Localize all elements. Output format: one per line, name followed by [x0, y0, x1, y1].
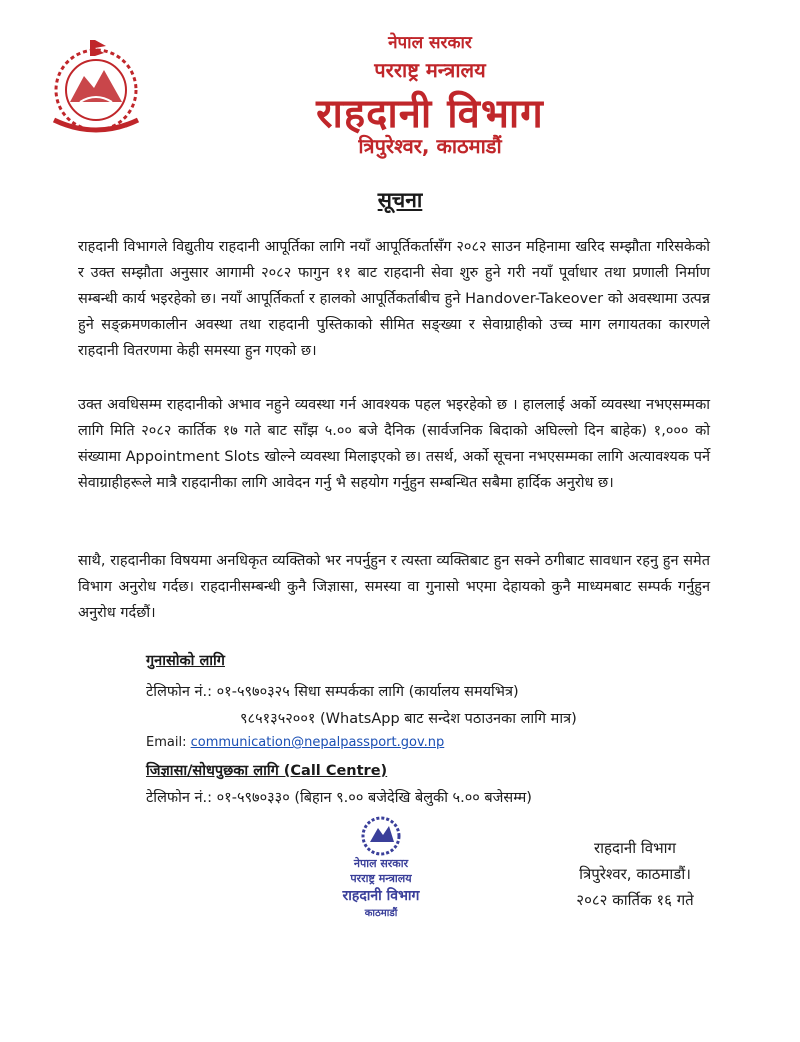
whatsapp-number: ९८५१३५२००१ (WhatsApp बाट सन्देश पठाउनका लागि मात्र)	[240, 711, 577, 727]
header-department: राहदानी विभाग	[316, 91, 544, 137]
paragraph-3: साथै, राहदानीका विषयमा अनधिकृत व्यक्तिको भर नपर्नुहुन र त्यस्ता व्यक्तिबाट हुन सक्ने ठगीबाट सावधान रहनु हुन समेत विभाग अनुरोध गर्दछ। राहदानीसम्बन्धी कुनै जिज्ञासा, समस्या वा गुनासो भएमा देहायको कुनै माध्यमबाट सम्पर्क गर्नुहुन अनुरोध गर्दछौं।	[78, 553, 710, 621]
seal-line-4: काठमाडौं	[364, 908, 398, 919]
seal-line-1: नेपाल सरकार	[353, 857, 409, 870]
call-centre-phone: टेलिफोन नं.: ०१-५९७०३३० (बिहान ९.०० बजेदेखि बेलुकी ५.०० बजेसम्म)	[146, 790, 532, 806]
header-government: नेपाल सरकार	[388, 33, 472, 53]
seal-line-3: राहदानी विभाग	[342, 888, 420, 904]
email-link[interactable]: communication@nepalpassport.gov.np	[190, 735, 445, 750]
email-label: Email:	[146, 735, 187, 750]
complaint-phone: टेलिफोन नं.: ०१-५९७०३२५ सिधा सम्पर्कका लागि (कार्यालय समयभित्र)	[146, 684, 519, 700]
header-ministry: परराष्ट्र मन्त्रालय	[374, 58, 486, 82]
signature-date: २०८२ कार्तिक १६ गते	[576, 891, 694, 909]
signature-department: राहदानी विभाग	[594, 839, 676, 857]
email-line	[146, 735, 444, 750]
seal-line-2: परराष्ट्र मन्त्रालय	[350, 872, 412, 885]
paragraph-2: उक्त अवधिसम्म राहदानीको अभाव नहुने व्यवस्था गर्न आवश्यक पहल भइरहेको छ । हाललाई अर्को व्यवस्था नभएसम्मका लागि मिति २०८२ कार्तिक १७ गते बाट साँझ ५.०० बजे दैनिक (सार्वजनिक बिदाको अघिल्लो दिन बाहेक) १,००० को संख्यामा Appointment Slots खोल्ने व्यवस्था मिलाइएको छ। तसर्थ, अर्को सूचना नभएसम्मका लागि अत्यावश्यक पर्ने सेवाग्राहीहरूले मात्रै राहदानीका लागि आवेदन गर्नु भै सहयोग गर्नुहुन सम्बन्धित सबैमा हार्दिक अनुरोध छ।	[78, 397, 710, 491]
official-seal	[326, 812, 436, 922]
header-address: त्रिपुरेश्वर, काठमाडौं	[358, 134, 502, 158]
paragraph-1: राहदानी विभागले विद्युतीय राहदानी आपूर्तिका लागि नयाँ आपूर्तिकर्तासँग २०८२ साउन महिनामा खरिद सम्झौता गरिसकेको र उक्त सम्झौता अनुसार आगामी २०८२ फागुन ११ बाट राहदानी सेवा शुरु हुने गरी नयाँ पूर्वाधार तथा प्रणाली निर्माण सम्बन्धी कार्य भइरहेको छ। नयाँ आपूर्तिकर्ता र हालको आपूर्तिकर्ताबीच हुने Handover-Takeover को अवस्थामा उत्पन्न हुने सङ्क्रमणकालीन अवस्था तथा राहदानी पुस्तिकाको सीमित सङ्ख्या र सेवाग्राहीको उच्च माग लगायतका कारणले राहदानी वितरणमा केही समस्या हुन गएको छ।	[78, 239, 710, 359]
inquiry-heading: जिज्ञासा/सोधपुछका लागि (Call Centre)	[146, 763, 388, 779]
complaint-heading: गुनासोको लागि	[146, 653, 225, 669]
nepal-emblem-logo	[44, 36, 148, 140]
signature-place: त्रिपुरेश्वर, काठमाडौं।	[579, 865, 691, 883]
notice-title: सूचना	[377, 188, 423, 212]
